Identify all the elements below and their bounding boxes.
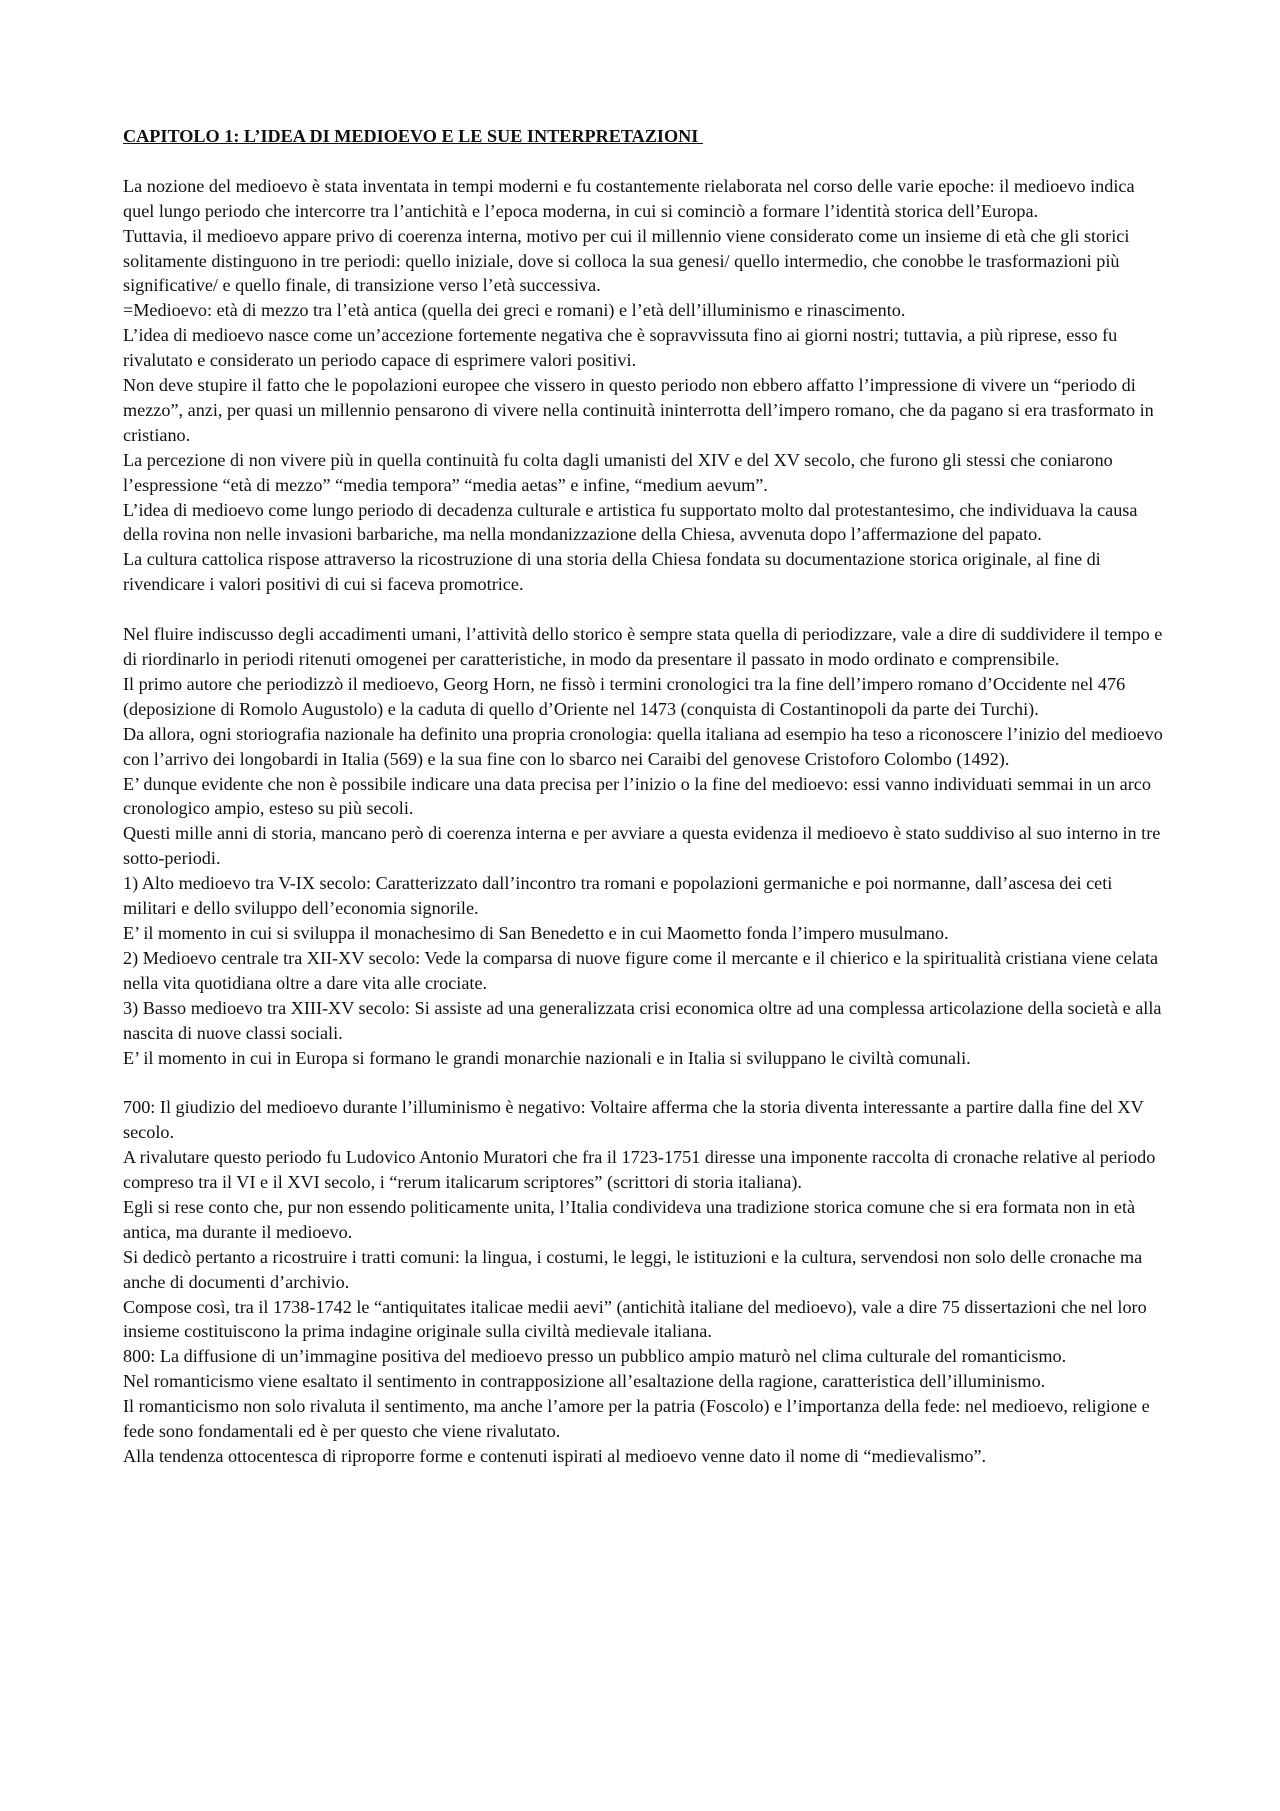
paragraph: 3) Basso medioevo tra XIII-XV secolo: Si assiste ad una generalizzata crisi economica oltre ad una complessa articolazione della società e alla nascita di nuove classi sociali.	[123, 997, 1162, 1043]
paragraph: 2) Medioevo centrale tra XII-XV secolo: Vede la comparsa di nuove figure come il mercante e il chierico e la spiritualità cristiana viene celata nella vita quotidiana oltre a dare vita alle crociate.	[123, 947, 1159, 993]
paragraph: La cultura cattolica rispose attraverso la ricostruzione di una storia della Chiesa fondata su documentazione storica originale, al fine di rivendicare i valori positivi di cui si faceva promotrice.	[123, 549, 1101, 595]
paragraph: 800: La diffusione di un’immagine positiva del medioevo presso un pubblico ampio maturò nel clima culturale del romanticismo.	[123, 1346, 1067, 1367]
paragraph: Il primo autore che periodizzò il medioevo, Georg Horn, ne fissò i termini cronologici tra la fine dell’impero romano d’Occidente nel 476 (deposizione di Romolo Augustolo) e la caduta di quello d’Oriente nel 1473 (conquista di Costantinopoli da parte dei Turchi).	[123, 673, 1126, 719]
section-reception	[123, 1095, 1163, 1469]
paragraph: Nel romanticismo viene esaltato il sentimento in contrapposizione all’esaltazione della ragione, caratteristica dell’illuminismo.	[123, 1371, 1046, 1392]
paragraph: La nozione del medioevo è stata inventata in tempi moderni e fu costantemente rielaborata nel corso delle varie epoche: il medioevo indica quel lungo periodo che intercorre tra l’antichità e l’epoca moderna, in cui si cominciò a formare l’identità storica dell’Europa.	[123, 175, 1135, 221]
paragraph: Questi mille anni di storia, mancano però di coerenza interna e per avviare a questa evidenza il medioevo è stato suddiviso al suo interno in tre sotto-periodi.	[123, 823, 1161, 869]
paragraph: =Medioevo: età di mezzo tra l’età antica (quella dei greci e romani) e l’età dell’illuminismo e rinascimento.	[123, 300, 906, 321]
paragraph: Tuttavia, il medioevo appare privo di coerenza interna, motivo per cui il millennio viene considerato come un insieme di età che gli storici solitamente distinguono in tre periodi: quello iniziale, dove si colloca la sua genesi/ quello intermedio, che conobbe le trasformazioni più significative/ e quello finale, di transizione verso l’età successiva.	[123, 225, 1130, 296]
paragraph: 1) Alto medioevo tra V-IX secolo: Caratterizzato dall’incontro tra romani e popolazioni germaniche e poi normanne, dall’ascesa dei ceti militari e dello sviluppo dell’economia signorile.	[123, 873, 1113, 919]
paragraph: E’ il momento in cui si sviluppa il monachesimo di San Benedetto e in cui Maometto fonda l’impero musulmano.	[123, 922, 949, 943]
paragraph: Egli si rese conto che, pur non essendo politicamente unita, l’Italia condivideva una tradizione storica comune che si era formata non in età antica, ma durante il medioevo.	[123, 1196, 1136, 1242]
paragraph: Il romanticismo non solo rivaluta il sentimento, ma anche l’amore per la patria (Foscolo) e l’importanza della fede: nel medioevo, religione e fede sono fondamentali ed è per questo che viene rivalutato.	[123, 1396, 1150, 1442]
paragraph: A rivalutare questo periodo fu Ludovico Antonio Muratori che fra il 1723-1751 diresse una imponente raccolta di cronache relative al periodo compreso tra il VI e il XVI secolo, i “rerum italicarum scriptores” (scrittori di storia italiana).	[123, 1147, 1156, 1193]
paragraph: Si dedicò pertanto a ricostruire i tratti comuni: la lingua, i costumi, le leggi, le istituzioni e la cultura, servendosi non solo delle cronache ma anche di documenti d’archivio.	[123, 1246, 1143, 1292]
paragraph: Da allora, ogni storiografia nazionale ha definito una propria cronologia: quella italiana ad esempio ha teso a riconoscere l’inizio del medioevo con l’arrivo dei longobardi in Italia (569) e la sua fine con lo sbarco nei Caraibi del genovese Cristoforo Colombo (1492).	[123, 723, 1163, 769]
section-introduction	[123, 174, 1163, 597]
paragraph: Alla tendenza ottocentesca di riproporre forme e contenuti ispirati al medioevo venne dato il nome di “medievalismo”.	[123, 1445, 987, 1466]
chapter-title: CAPITOLO 1: L’IDEA DI MEDIOEVO E LE SUE INTERPRETAZIONI	[123, 126, 703, 146]
paragraph: 700: Il giudizio del medioevo durante l’illuminismo è negativo: Voltaire afferma che la storia diventa interessante a partire dalla fine del XV secolo.	[123, 1097, 1144, 1143]
paragraph: Non deve stupire il fatto che le popolazioni europee che vissero in questo periodo non ebbero affatto l’impressione di vivere un “periodo di mezzo”, anzi, per quasi un millennio pensarono di vivere nella continuità ininterrotta dell’impero romano, che da pagano si era trasformato in cristiano.	[123, 375, 1154, 445]
paragraph: La percezione di non vivere più in quella continuità fu colta dagli umanisti del XIV e del XV secolo, che furono gli stessi che coniarono l’espressione “età di mezzo” “media tempora” “media aetas” e infine, “medium aevum”.	[123, 449, 1113, 495]
paragraph: L’idea di medioevo come lungo periodo di decadenza culturale e artistica fu supportato molto dal protestantesimo, che individuava la causa della rovina non nelle invasioni barbariche, ma nella mondanizzazione della Chiesa, avvenuta dopo l’affermazione del papato.	[123, 499, 1138, 545]
paragraph: E’ dunque evidente che non è possibile indicare una data precisa per l’inizio o la fine del medioevo: essi vanno individuati semmai in un arco cronologico ampio, esteso su più secoli.	[123, 773, 1151, 819]
document-page	[123, 124, 1163, 1494]
paragraph: L’idea di medioevo nasce come un’accezione fortemente negativa che è sopravvissuta fino ai giorni nostri; tuttavia, a più riprese, esso fu rivalutato e considerato un periodo capace di esprimere valori positivi.	[123, 325, 1118, 371]
paragraph: Compose così, tra il 1738-1742 le “antiquitates italicae medii aevi” (antichità italiane del medioevo), vale a dire 75 dissertazioni che nel loro insieme costituiscono la prima indagine originale sulla civiltà medievale italiana.	[123, 1296, 1147, 1342]
paragraph: E’ il momento in cui in Europa si formano le grandi monarchie nazionali e in Italia si sviluppano le civiltà comunali.	[123, 1047, 971, 1068]
section-periodization	[123, 622, 1163, 1070]
paragraph: Nel fluire indiscusso degli accadimenti umani, l’attività dello storico è sempre stata quella di periodizzare, vale a dire di suddividere il tempo e di riordinarlo in periodi ritenuti omogenei per caratteristiche, in modo da presentare il passato in modo ordinato e comprensibile.	[123, 624, 1163, 669]
